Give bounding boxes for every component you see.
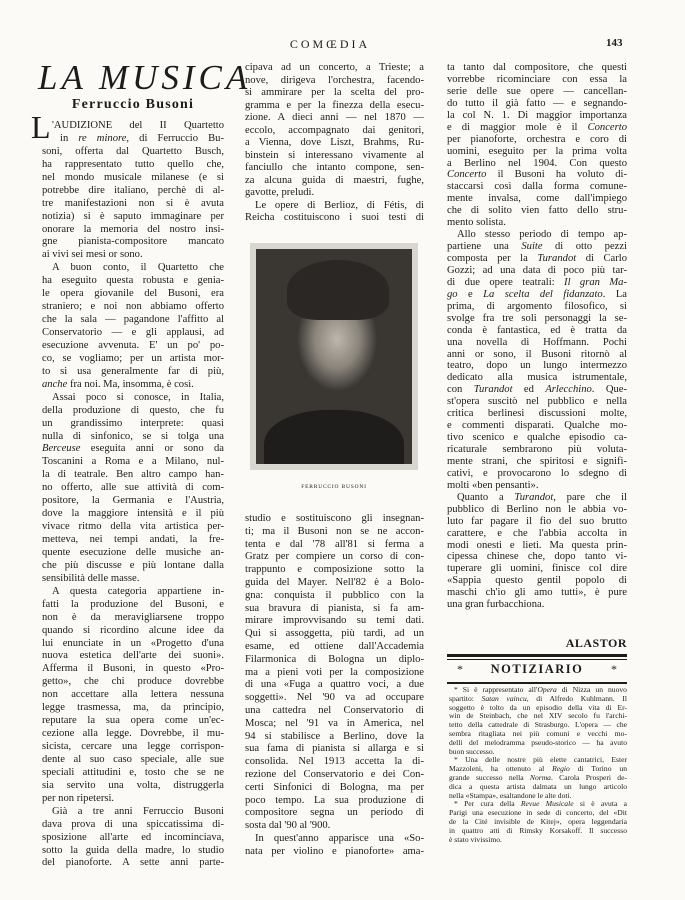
- text-line: ti; ma il Busoni non se ne accon-: [245, 525, 424, 537]
- text-line: quando si ricordino alcune idee da: [42, 624, 224, 636]
- paragraph: [447, 229, 627, 492]
- text-line: la col N. 1. Di maggior importanza: [447, 109, 627, 121]
- text-line: delli del melodramma pseudo-storico — ha avuto: [449, 737, 627, 747]
- paragraph: [449, 686, 627, 756]
- text-line: certi Sinfonici di Bologna, ma per: [245, 781, 424, 793]
- text-line: gramma e per la finezza della esecu-: [245, 99, 424, 111]
- text-line: sotto la guida della madre, lo studio: [42, 844, 224, 856]
- text-line: nel mondo musicale milanese (e si: [42, 171, 224, 183]
- text-line: tivo scenico e qualche episodio ca-: [447, 432, 627, 444]
- notiziario-title: NOTIZIARIO: [490, 662, 584, 676]
- portrait-coat: [264, 410, 404, 464]
- text-line: tetto della cattedrale di Strasburgo. L'opera — che: [449, 720, 627, 730]
- text-line: Allo stesso periodo di tempo ap-: [457, 229, 627, 241]
- photo-caption: FERRUCCIO BUSONI: [301, 484, 367, 490]
- text-line: pubblico di Berlino non le abbia vo-: [447, 503, 627, 515]
- divider: [447, 654, 627, 657]
- text-line: di una «Fuga a quattro voci, a due: [245, 679, 424, 691]
- notiziario-heading: [447, 654, 627, 684]
- text-line: per pianoforte, orchestra e coro di: [447, 133, 627, 145]
- text-line: sosta dal '90 al '900.: [245, 820, 331, 832]
- italic-text: La scelta del fidanzato: [483, 288, 603, 300]
- text-line: esecuzione avvenuta. E' un po' po-: [42, 339, 224, 351]
- text-line: del pianoforte. A sette anni parte-: [42, 857, 224, 869]
- text-line: studio e sostituiscono gli insegnan-: [245, 513, 424, 524]
- italic-text: Arlecchino: [545, 384, 592, 396]
- text-line: Mosca; nel '91 va in America, nel: [245, 717, 424, 729]
- text-line: sia servito una volta, distruggerla: [42, 779, 224, 791]
- text-line: soggetto è tolto da un episodio della vita di Er-: [449, 702, 627, 712]
- text-line: Le opere di Berlioz, di Fétis, di: [255, 199, 424, 211]
- text-line: consolida. Nel 1913 accetta la di-: [245, 756, 424, 768]
- text-line: eccolo, accompagnato dai genitori,: [245, 124, 424, 136]
- text-line: Filarmonica di Bologna un diplo-: [245, 653, 424, 665]
- text-line: win de Steinbach, che nel XIV secolo fu l'archi-: [449, 711, 627, 721]
- text-line: partiene una Suite di otto pezzi: [447, 241, 627, 253]
- text-line: ma a pieni voti per la composizione: [245, 666, 424, 678]
- text-line: Mazzoleni, ha ottenuto al Regio di Torino un: [449, 764, 627, 774]
- text-line: compositore segna un periodo di: [245, 807, 424, 819]
- text-line: Conservatorio — e gli applausi, ad: [42, 327, 224, 338]
- notiziario-column: [449, 686, 627, 844]
- italic-text: Norma: [529, 772, 551, 782]
- text-line: legge trasmessa, ma, da principio,: [42, 702, 224, 714]
- text-line: anche fra noi. Ma, insomma, è così.: [42, 378, 194, 390]
- text-line: buon successo.: [449, 746, 495, 756]
- text-line: no offerto, alle sue attività di com-: [42, 482, 224, 494]
- text-line: mente invalsa, come dall'impiego: [447, 193, 627, 205]
- italic-text: Suite: [521, 241, 543, 253]
- text-line: tenta e dal '78 all'81 si ferma a: [245, 538, 424, 550]
- italic-text: re minore,: [78, 132, 130, 144]
- text-line: gne pianista-compositore mancato: [42, 236, 224, 248]
- paragraph: [447, 62, 627, 229]
- paragraph: [42, 392, 224, 586]
- text-line: che più discusse e più lontane dalla: [42, 559, 224, 571]
- asterisk-ornament: *: [611, 662, 617, 676]
- text-line: za alcuna guida di maestri, fughe,: [245, 174, 424, 186]
- text-line: to si usa generalmente far di più,: [42, 365, 224, 377]
- text-line: zione. A dieci anni — nel 1870 —: [245, 112, 424, 123]
- text-line: vivace ritmo della vita artistica per-: [42, 521, 224, 533]
- italic-text: Turandot: [473, 384, 513, 396]
- text-line: una gran furbacchiona.: [447, 599, 545, 611]
- text-line: notizia) si è saputo immaginare per: [42, 210, 224, 222]
- text-line: dente al suo caso speciale, alle sue: [42, 753, 224, 765]
- text-line: sposizione all'arte ed incominciava,: [42, 831, 224, 843]
- page-number: 143: [606, 37, 623, 49]
- paragraph: [245, 513, 424, 833]
- text-line: non è da meravigliarsene troppo: [42, 611, 224, 623]
- text-line: sua bravura di pianista, si fa am-: [245, 602, 424, 614]
- text-line: positore, la Germania e l'Austria,: [42, 495, 224, 507]
- italic-text: Concerto: [587, 121, 627, 133]
- text-line: si ammirare per la scelta del pro-: [245, 87, 424, 98]
- text-line: getto», che chi produce dovrebbe: [42, 676, 224, 688]
- text-line: mirare improvvisando su temi dati.: [245, 615, 424, 627]
- asterisk-ornament: *: [457, 662, 463, 676]
- article-column-1: [42, 120, 224, 870]
- text-line: st'opera suscitò nel pubblico e nella: [447, 396, 627, 408]
- text-line: tre manifestazioni non si è avuta: [42, 197, 224, 209]
- text-line: fatti la produzione del Busoni, e: [42, 598, 224, 610]
- text-line: cativi, e provocarono lo sdegno di: [447, 467, 627, 479]
- text-line: mente strani, che spiritosi e signifi-: [447, 455, 627, 467]
- text-line: in re minore, di Ferruccio Bu-: [60, 132, 224, 144]
- paragraph: [42, 586, 224, 806]
- article-subtitle: Ferruccio Busoni: [71, 97, 195, 112]
- italic-text: Turandot: [514, 491, 554, 503]
- paragraph: [42, 806, 224, 871]
- text-line: a Berlino nel 1904. Con questo: [447, 157, 627, 169]
- text-line: Parigi una esecuzione in sede di concerto, del «Dit: [449, 808, 627, 818]
- text-line: In quest'anno apparisce una «So-: [255, 832, 424, 844]
- text-line: Reicha costituiscono i suoi testi di: [245, 212, 424, 223]
- paragraph: [447, 492, 627, 611]
- text-line: molti «ben pensanti».: [447, 479, 539, 491]
- text-line: grande successo nella Norma. Carola Prosperi de-: [449, 772, 628, 782]
- text-line: * Si è rappresentato all'Opera di Nizza un nuovo: [454, 685, 627, 694]
- text-line: critica berlinesi discussioni molte,: [447, 408, 627, 420]
- text-line: con Turandot ed Arlecchino. Que-: [447, 384, 628, 396]
- text-line: poco tempo. La sua produzione di: [245, 794, 424, 806]
- text-line: uomini, eseguito per la prima volta: [447, 145, 627, 157]
- portrait-hair: [287, 260, 388, 320]
- text-line: maschi ch'io gli amo tutti», è pure: [447, 587, 627, 599]
- text-line: cipava ad un concerto, a Trieste; a: [245, 62, 424, 73]
- text-line: sembra ritagliata nei più comuni e vecchi mo-: [449, 728, 627, 738]
- text-line: co, se vogliamo; per un artista mor-: [42, 352, 224, 364]
- text-line: svolge fra tre soli personaggi la se-: [447, 312, 627, 324]
- text-line: ha rappresentato tutto quello che,: [42, 158, 224, 170]
- text-line: reputare la sua opera come un'ec-: [42, 715, 224, 727]
- text-line: guida del Mayer. Nell'82 è a Bolo-: [245, 576, 424, 588]
- text-line: ta tanto dal compositore, che questi: [447, 62, 627, 73]
- text-line: conda è fantastica, ed è tratta da: [447, 324, 627, 336]
- text-line: che di solito vien fatto dello stru-: [447, 205, 627, 217]
- text-line: A buon conto, il Quartetto che: [52, 262, 224, 274]
- text-line: nove, dirigeva l'orchestra, facendo-: [245, 74, 424, 86]
- italic-text: Satan vaincu: [481, 693, 527, 703]
- text-line: sua fama di pianista si allarga e si: [245, 743, 424, 755]
- text-line: 'AUDIZIONE del II Quartetto: [52, 120, 224, 131]
- text-line: dedicato alla musica istrumentale,: [447, 372, 627, 384]
- drop-cap: L: [31, 109, 51, 145]
- text-line: sensibilità delle masse.: [42, 572, 140, 584]
- text-line: una cattedra nel Conservatorio di: [245, 704, 424, 716]
- article-column-3: [447, 62, 627, 611]
- text-line: che la sala — pagandone l'affitto al: [42, 314, 224, 326]
- paragraph: [449, 800, 627, 844]
- italic-text: Il gran Ma-: [564, 276, 627, 288]
- text-line: dava prova di una spiccatissima di-: [42, 818, 224, 830]
- text-line: Toscanini a Roma e a Milano, nul-: [42, 456, 224, 468]
- text-line: * Per cura della Revue Musicale si è avuta a: [454, 799, 627, 809]
- paragraph: [245, 200, 424, 225]
- italic-text: Opera: [537, 685, 557, 694]
- text-line: rezione del Conservatorio e dei Con-: [245, 768, 424, 780]
- divider: [447, 659, 627, 660]
- section-title: LA MUSICA: [38, 58, 252, 97]
- text-line: carattere, e che l'abbia accolta in: [447, 527, 627, 539]
- text-line: dove la maggiore intensità e il più: [42, 508, 224, 520]
- text-line: Già a tre anni Ferruccio Busoni: [52, 805, 224, 817]
- text-line: Quanto a Turandot, pare che il: [457, 491, 627, 503]
- text-line: Afferma il Busoni, in questo «Pro-: [42, 663, 224, 675]
- text-line: esame, ed ottiene dall'Accademia: [245, 640, 424, 652]
- italic-text: Revue Musicale: [520, 799, 574, 809]
- italic-text: go: [447, 288, 458, 300]
- text-line: nata per violino e pianoforte» ama-: [245, 845, 424, 857]
- text-line: do tutto il già fatto — e segnando-: [447, 97, 627, 109]
- text-line: prima, di argomento filosofico, si: [447, 300, 627, 312]
- text-line: a Vienna, dove Liszt, Brahms, Ru-: [245, 137, 424, 148]
- text-line: Gozzi; ad una data di poco più tar-: [447, 264, 627, 276]
- author-signature: ALASTOR: [565, 636, 627, 650]
- text-line: serie delle sue opere — cancellan-: [447, 85, 627, 97]
- article-column-2-bottom: [245, 513, 424, 859]
- text-line: * Una delle nostre più elette cantatrici, Ester: [454, 755, 627, 765]
- text-line: è stato vivissimo.: [449, 834, 502, 844]
- magazine-header: COMŒDIA: [289, 37, 371, 51]
- text-line: nuova estetica dell'arte dei suoni».: [42, 650, 224, 662]
- text-line: e di maggior mole è il Concerto: [447, 121, 627, 133]
- article-column-2-top: [245, 62, 424, 225]
- paragraph: [42, 262, 224, 391]
- text-line: ai vivi sei mesi or sono.: [42, 249, 143, 261]
- portrait-photo: [250, 243, 418, 470]
- paragraph: [449, 756, 627, 800]
- text-line: di due opere teatrali: Il gran Ma-: [447, 276, 627, 288]
- text-line: ha eseguito questa robusta e genia-: [42, 275, 224, 287]
- text-line: teatro, dopo un lungo intermezzo: [447, 360, 627, 372]
- text-line: dica a questa artista dalmata un lungo articolo: [449, 781, 627, 791]
- text-line: Qui si assoggetta, più tardi, ad un: [245, 628, 424, 640]
- text-line: non accettare alla lettera nessuna: [42, 689, 224, 701]
- text-line: tuperare gli uomini, finisce col dire: [447, 563, 627, 575]
- text-line: cezione alla legge. Dovrebbe, il mu-: [42, 728, 224, 740]
- text-line: spartito: Satan vaincu, di Alfredo Kuhlmann. Il: [449, 693, 627, 703]
- text-line: la di teatrale. Ben altro campo han-: [42, 469, 224, 481]
- text-line: Assai poco si conosce, in Italia,: [52, 391, 224, 403]
- text-line: un grandissimo interprete: quasi: [42, 417, 224, 429]
- text-line: sicista, cercare una legge corrispon-: [42, 741, 224, 752]
- text-line: fanciullo che intanto compone, sen-: [245, 162, 424, 173]
- text-line: lui enunciate in un «Progetto d'una: [42, 637, 224, 649]
- italic-text: anche: [42, 378, 68, 390]
- text-line: soggetti». Nel '90 va ad occupare: [245, 692, 424, 704]
- text-line: anni or sono, il Busoni ritornò al: [447, 348, 627, 360]
- text-line: nella «Stampa», esaltandone le alte doti.: [449, 790, 572, 800]
- text-line: vorrebbe ricominciare con essa la: [447, 73, 627, 85]
- text-line: una novella di Hoffmann. Pochi: [447, 336, 627, 348]
- text-line: nulla di sinfonico, se si tolga una: [42, 430, 224, 442]
- text-line: gavotte, preludi.: [245, 187, 315, 198]
- text-line: Concerto il Busoni ha voluto di-: [447, 169, 627, 181]
- text-line: cipessa chinese che, dopo tanto vi-: [447, 551, 627, 563]
- text-line: metteva, nei tempi andati, la fre-: [42, 534, 224, 545]
- italic-text: Turandot: [537, 253, 577, 264]
- text-line: de la Cité invisible de Kitej», opera leggendaria: [449, 816, 627, 826]
- text-line: gna: conquista il pubblico con la: [245, 589, 424, 601]
- text-line: della produzione di questo, che fu: [42, 404, 224, 416]
- text-line: per non ripetersi.: [42, 792, 115, 804]
- text-line: composta per la Turandot di Carlo: [447, 253, 627, 264]
- paragraph: [42, 120, 224, 262]
- text-line: ricaturale sembrarono più voluta-: [447, 444, 627, 455]
- text-line: luto far pagare il fio del suo brutto: [447, 515, 627, 527]
- text-line: speciali attitudini e, tosto che se ne: [42, 766, 224, 778]
- text-line: mento solista.: [447, 217, 506, 229]
- text-line: trappunto e composizione sotto la: [245, 564, 424, 576]
- text-line: staccarsi così dalla forma comune-: [447, 181, 627, 193]
- text-line: in quattro atti di Rimsky Korsakoff. Il successo: [449, 825, 627, 835]
- text-line: binstein si interessano vivamente al: [245, 149, 424, 161]
- italic-text: Berceuse: [42, 443, 81, 455]
- text-line: quente esecuzione delle musiche an-: [42, 546, 224, 558]
- text-line: e commenti disparati. Qualche mo-: [447, 420, 627, 432]
- text-line: modi onesti e lieti. Ma questa prin-: [447, 539, 627, 551]
- text-line: soni, offerta dal Quartetto Busch,: [42, 145, 224, 157]
- italic-text: Concerto: [447, 169, 487, 181]
- paragraph: [245, 833, 424, 859]
- italic-text: Regio: [552, 764, 570, 774]
- portrait-image: [256, 249, 412, 464]
- paragraph: [245, 62, 424, 200]
- text-line: potrebbe dire italiano, perchè di al-: [42, 184, 224, 196]
- text-line: 94 si stabilisce a Berlino, dove la: [245, 730, 424, 742]
- text-line: Gratz per compiere un corso di con-: [245, 551, 424, 563]
- text-line: A questa categoria appartiene in-: [52, 585, 224, 597]
- text-line: «Sappia questo gentil popolo di: [447, 575, 627, 587]
- text-line: le opera giovanile del Busoni, era: [42, 288, 224, 300]
- divider: [447, 682, 627, 684]
- text-line: onorare la memoria del nostro insi-: [42, 223, 224, 235]
- text-line: go e La scelta del fidanzato. La: [447, 288, 627, 300]
- text-line: straniero; e noi non abbiamo offerto: [42, 301, 224, 313]
- text-line: Berceuse eseguita anni or sono da: [42, 443, 224, 455]
